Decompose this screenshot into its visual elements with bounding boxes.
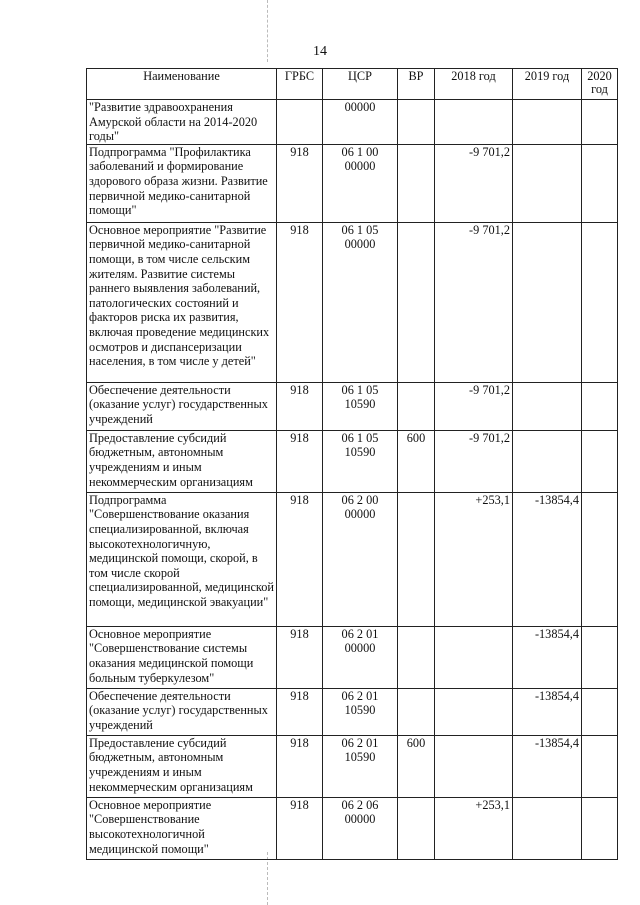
cell-name: Подпрограмма "Совершенствование оказания специализированной, включая высокотехнологичную, медицинской помощи, скорой, в том числе скорой специализированной, медицинской помощи, медицинской эвакуации" — [87, 492, 277, 626]
cell-name: Обеспечение деятельности (оказание услуг) государственных учреждений — [87, 688, 277, 735]
cell-2019 — [513, 430, 582, 492]
cell-name: Основное мероприятие "Совершенствование высокотехнологичной медицинской помощи" — [87, 797, 277, 859]
cell-2019 — [513, 797, 582, 859]
cell-2020 — [582, 492, 618, 626]
cell-2019: -13854,4 — [513, 492, 582, 626]
cell-2018 — [435, 688, 513, 735]
table-row — [87, 492, 618, 626]
table-row — [87, 735, 618, 797]
cell-2020 — [582, 382, 618, 430]
cell-grbs: 918 — [277, 222, 323, 382]
cell-grbs: 918 — [277, 735, 323, 797]
cell-2018: -9 701,2 — [435, 144, 513, 222]
cell-name: Основное мероприятие "Совершенствование системы оказания медицинской помощи больным туберкулезом" — [87, 626, 277, 688]
cell-2020 — [582, 735, 618, 797]
cell-2018: -9 701,2 — [435, 222, 513, 382]
cell-name: Предоставление субсидий бюджетным, автономным учреждениям и иным некоммерческим организациям — [87, 735, 277, 797]
cell-2019 — [513, 222, 582, 382]
budget-table — [86, 68, 618, 860]
cell-2018: +253,1 — [435, 492, 513, 626]
cell-csr: 06 2 01 10590 — [323, 735, 398, 797]
cell-csr: 06 1 05 00000 — [323, 222, 398, 382]
cell-2018 — [435, 626, 513, 688]
cell-vr — [398, 492, 435, 626]
cell-2020 — [582, 222, 618, 382]
header-2018: 2018 год — [435, 69, 513, 100]
cell-2018 — [435, 735, 513, 797]
cell-name: "Развитие здравоохранения Амурской области на 2014-2020 годы" — [87, 100, 277, 145]
cell-vr — [398, 688, 435, 735]
header-grbs: ГРБС — [277, 69, 323, 100]
cell-vr: 600 — [398, 430, 435, 492]
cell-vr — [398, 382, 435, 430]
table-row — [87, 100, 618, 145]
cell-grbs — [277, 100, 323, 145]
cell-grbs: 918 — [277, 626, 323, 688]
cell-csr: 06 2 00 00000 — [323, 492, 398, 626]
header-name: Наименование — [87, 69, 277, 100]
cell-2019 — [513, 144, 582, 222]
cell-2019: -13854,4 — [513, 688, 582, 735]
cell-grbs: 918 — [277, 430, 323, 492]
cell-csr: 06 1 00 00000 — [323, 144, 398, 222]
cell-name: Предоставление субсидий бюджетным, автономным учреждениям и иным некоммерческим организациям — [87, 430, 277, 492]
cell-2018: -9 701,2 — [435, 430, 513, 492]
cell-2019 — [513, 100, 582, 145]
cell-vr — [398, 626, 435, 688]
cell-csr: 00000 — [323, 100, 398, 145]
header-2019: 2019 год — [513, 69, 582, 100]
cell-csr: 06 1 05 10590 — [323, 382, 398, 430]
cell-2020 — [582, 797, 618, 859]
table-row — [87, 382, 618, 430]
cell-2020 — [582, 144, 618, 222]
cell-2020 — [582, 626, 618, 688]
fold-line-bottom — [267, 852, 268, 905]
cell-grbs: 918 — [277, 144, 323, 222]
cell-vr: 600 — [398, 735, 435, 797]
header-2020: 2020 год — [582, 69, 618, 100]
cell-2019 — [513, 382, 582, 430]
table-row — [87, 797, 618, 859]
cell-2018: +253,1 — [435, 797, 513, 859]
header-vr: ВР — [398, 69, 435, 100]
table-row — [87, 144, 618, 222]
header-row — [87, 69, 618, 100]
cell-csr: 06 2 06 00000 — [323, 797, 398, 859]
table-row — [87, 688, 618, 735]
cell-vr — [398, 100, 435, 145]
table-row — [87, 222, 618, 382]
cell-vr — [398, 797, 435, 859]
cell-vr — [398, 222, 435, 382]
cell-2018 — [435, 100, 513, 145]
page-number: 14 — [313, 44, 327, 59]
cell-csr: 06 2 01 00000 — [323, 626, 398, 688]
cell-vr — [398, 144, 435, 222]
header-csr: ЦСР — [323, 69, 398, 100]
cell-2019: -13854,4 — [513, 626, 582, 688]
cell-grbs: 918 — [277, 492, 323, 626]
table-row — [87, 430, 618, 492]
cell-grbs: 918 — [277, 797, 323, 859]
table-row — [87, 626, 618, 688]
cell-csr: 06 1 05 10590 — [323, 430, 398, 492]
cell-grbs: 918 — [277, 688, 323, 735]
cell-2018: -9 701,2 — [435, 382, 513, 430]
cell-name: Обеспечение деятельности (оказание услуг) государственных учреждений — [87, 382, 277, 430]
cell-2019: -13854,4 — [513, 735, 582, 797]
cell-name: Основное мероприятие "Развитие первичной медико-санитарной помощи, в том числе сельским жителям. Развитие системы раннего выявления заболеваний, патологических состояний и факторов риска их развития, включая проведение медицинских осмотров и диспансеризации населения, в том числе у детей" — [87, 222, 277, 382]
cell-grbs: 918 — [277, 382, 323, 430]
cell-name: Подпрограмма "Профилактика заболеваний и формирование здорового образа жизни. Развитие первичной медико-санитарной помощи" — [87, 144, 277, 222]
cell-2020 — [582, 688, 618, 735]
cell-2020 — [582, 100, 618, 145]
cell-2020 — [582, 430, 618, 492]
cell-csr: 06 2 01 10590 — [323, 688, 398, 735]
